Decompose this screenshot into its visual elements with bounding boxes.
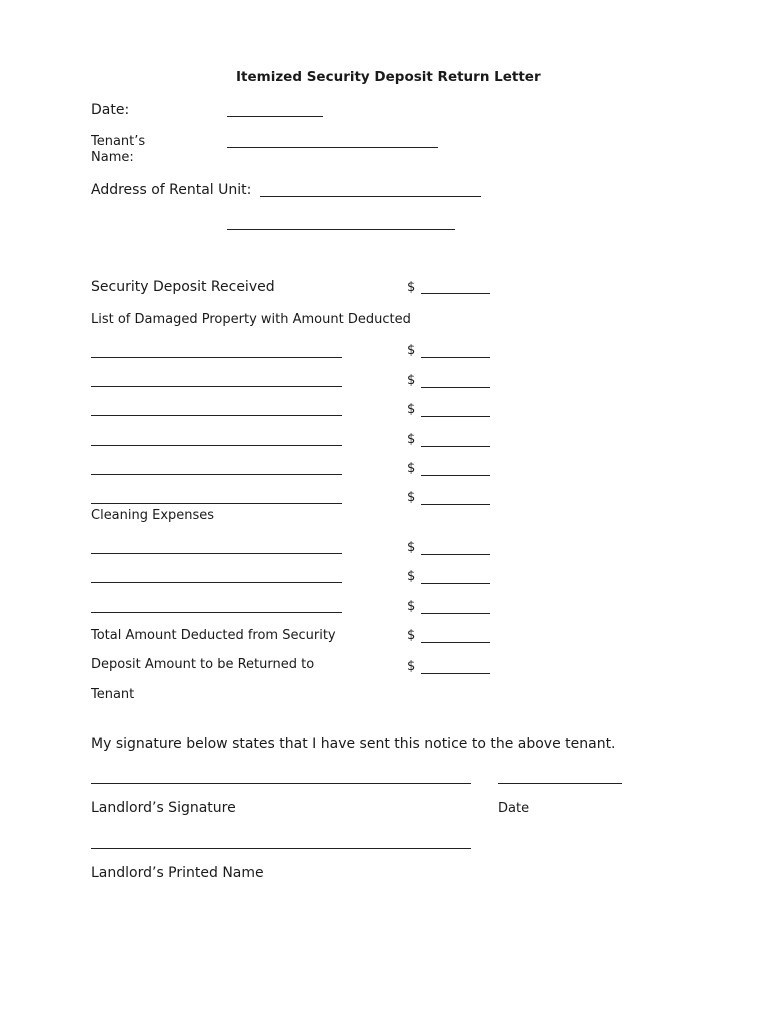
dollar-sign: $ — [407, 343, 416, 358]
cleaning-header: Cleaning Expenses — [91, 508, 215, 523]
return-amount-label-line2: Tenant — [91, 687, 135, 702]
return-amount-line[interactable] — [421, 673, 490, 674]
damage-header: List of Damaged Property with Amount Deducted — [91, 312, 411, 327]
tenant-name-field-line[interactable] — [227, 147, 438, 148]
tenant-label-line1: Tenant’s — [91, 134, 146, 149]
damage-amount-line[interactable] — [421, 387, 490, 388]
total-deducted-label: Total Amount Deducted from Security — [91, 628, 336, 643]
deposit-amount-line[interactable] — [421, 293, 490, 294]
address-field-line-1[interactable] — [260, 196, 481, 197]
damage-item-line[interactable] — [91, 415, 342, 416]
dollar-sign: $ — [407, 490, 416, 505]
damage-item-line[interactable] — [91, 474, 342, 475]
cleaning-item-line[interactable] — [91, 612, 342, 613]
tenant-label-line2: Name: — [91, 150, 134, 165]
dollar-sign: $ — [407, 432, 416, 447]
damage-item-line[interactable] — [91, 386, 342, 387]
damage-item-line[interactable] — [91, 503, 342, 504]
damage-amount-line[interactable] — [421, 416, 490, 417]
address-label: Address of Rental Unit: — [91, 182, 252, 198]
dollar-sign: $ — [407, 280, 416, 295]
signature-line[interactable] — [91, 783, 471, 784]
damage-amount-line[interactable] — [421, 504, 490, 505]
damage-amount-line[interactable] — [421, 357, 490, 358]
signature-statement: My signature below states that I have sent this notice to the above tenant. — [91, 736, 616, 752]
return-amount-label-line1: Deposit Amount to be Returned to — [91, 657, 315, 672]
cleaning-amount-line[interactable] — [421, 554, 490, 555]
signature-label: Landlord’s Signature — [91, 800, 236, 816]
dollar-sign: $ — [407, 628, 416, 643]
signature-date-label: Date — [498, 801, 530, 816]
dollar-sign: $ — [407, 569, 416, 584]
cleaning-amount-line[interactable] — [421, 583, 490, 584]
printed-name-label: Landlord’s Printed Name — [91, 865, 264, 881]
damage-amount-line[interactable] — [421, 475, 490, 476]
damage-item-line[interactable] — [91, 357, 342, 358]
dollar-sign: $ — [407, 540, 416, 555]
printed-name-line[interactable] — [91, 848, 471, 849]
dollar-sign: $ — [407, 402, 416, 417]
dollar-sign: $ — [407, 461, 416, 476]
cleaning-amount-line[interactable] — [421, 613, 490, 614]
damage-amount-line[interactable] — [421, 446, 490, 447]
date-label: Date: — [91, 102, 130, 118]
signature-date-line[interactable] — [498, 783, 622, 784]
cleaning-item-line[interactable] — [91, 582, 342, 583]
dollar-sign: $ — [407, 599, 416, 614]
dollar-sign: $ — [407, 373, 416, 388]
cleaning-item-line[interactable] — [91, 553, 342, 554]
deposit-label: Security Deposit Received — [91, 279, 275, 295]
damage-item-line[interactable] — [91, 445, 342, 446]
total-deducted-amount-line[interactable] — [421, 642, 490, 643]
date-field-line[interactable] — [227, 116, 323, 117]
dollar-sign: $ — [407, 659, 416, 674]
address-field-line-2[interactable] — [227, 229, 455, 230]
page-title: Itemized Security Deposit Return Letter — [236, 69, 541, 85]
